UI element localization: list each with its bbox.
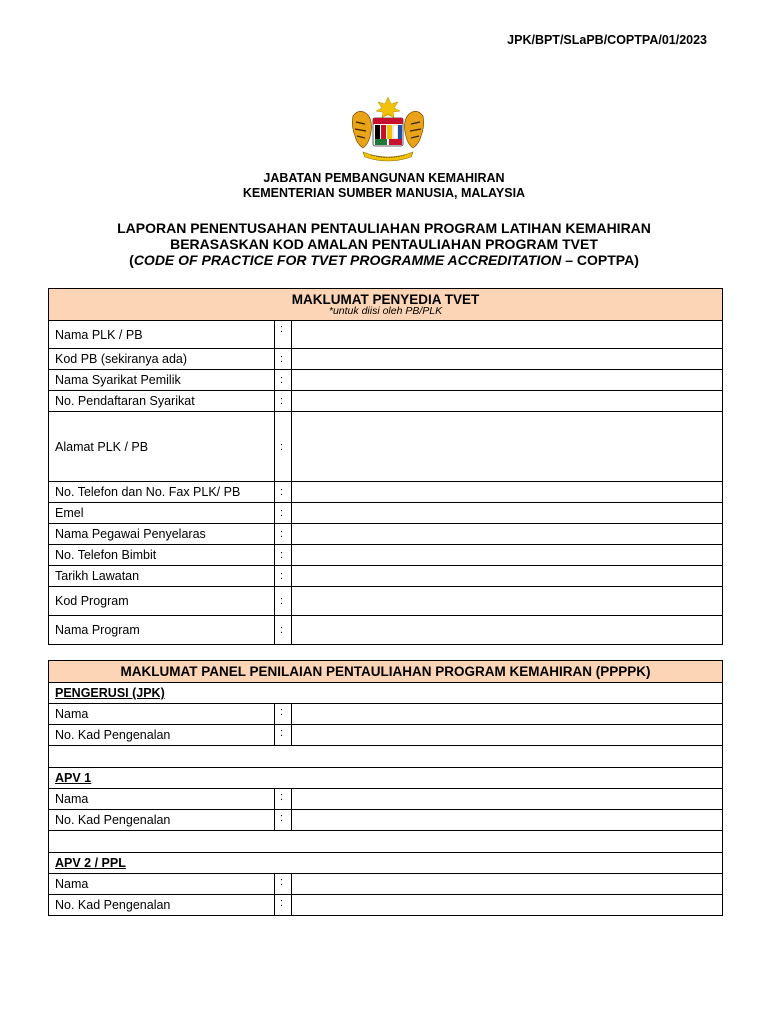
provider-section-note: *untuk diisi oleh PB/PLK <box>328 305 443 317</box>
field-colon: : <box>275 524 292 545</box>
form-row <box>49 874 723 895</box>
field-colon: : <box>275 616 292 645</box>
form-row <box>49 321 723 349</box>
field-label: No. Pendaftaran Syarikat <box>49 391 275 412</box>
spacer-row <box>49 746 723 768</box>
pegawai-penyelaras-input[interactable] <box>292 524 723 545</box>
provider-info-table <box>48 288 723 645</box>
report-title-line-2: BERASASKAN KOD AMALAN PENTAULIAHAN PROGRAM TVET <box>170 236 598 252</box>
field-colon: : <box>275 503 292 524</box>
apv1-ic-input[interactable] <box>292 810 723 831</box>
field-label: Emel <box>49 503 275 524</box>
telefon-bimbit-input[interactable] <box>292 545 723 566</box>
field-label: Nama <box>49 704 275 725</box>
field-colon: : <box>275 566 292 587</box>
field-label: Nama <box>49 789 275 810</box>
nama-program-input[interactable] <box>292 616 723 645</box>
form-row <box>49 370 723 391</box>
field-label: No. Kad Pengenalan <box>49 725 275 746</box>
form-row <box>49 391 723 412</box>
report-title-line-3: (CODE OF PRACTICE FOR TVET PROGRAMME ACCREDITATION – COPTPA) <box>129 252 639 268</box>
panel-section-header <box>49 661 723 683</box>
coat-of-arms-logo <box>345 96 431 164</box>
field-colon: : <box>275 725 292 746</box>
provider-section-title: MAKLUMAT PENYEDIA TVET <box>291 292 480 307</box>
form-row <box>49 545 723 566</box>
field-colon: : <box>275 810 292 831</box>
panel-info-table <box>48 660 723 916</box>
pengerusi-nama-input[interactable] <box>292 704 723 725</box>
field-colon: : <box>275 391 292 412</box>
apv1-nama-input[interactable] <box>292 789 723 810</box>
document-reference: JPK/BPT/SLaPB/COPTPA/01/2023 <box>507 33 707 47</box>
field-label: No. Kad Pengenalan <box>49 810 275 831</box>
nama-syarikat-input[interactable] <box>292 370 723 391</box>
nama-plk-pb-input[interactable] <box>292 321 723 349</box>
apv2-ic-input[interactable] <box>292 895 723 916</box>
spacer-row <box>49 831 723 853</box>
field-colon: : <box>275 704 292 725</box>
report-title-line-1: LAPORAN PENENTUSAHAN PENTAULIAHAN PROGRAM LATIHAN KEMAHIRAN <box>117 220 651 236</box>
field-label: Alamat PLK / PB <box>49 412 275 482</box>
form-row <box>49 587 723 616</box>
field-label: Nama PLK / PB <box>49 321 275 349</box>
form-row <box>49 524 723 545</box>
apv2-nama-input[interactable] <box>292 874 723 895</box>
alamat-input[interactable] <box>292 412 723 482</box>
field-label: Nama Program <box>49 616 275 645</box>
panel-group-heading: PENGERUSI (JPK) <box>49 683 723 704</box>
agency-line-1: JABATAN PEMBANGUNAN KEMAHIRAN <box>263 171 505 185</box>
telefon-fax-input[interactable] <box>292 482 723 503</box>
field-colon: : <box>275 370 292 391</box>
form-row <box>49 482 723 503</box>
field-label: Nama <box>49 874 275 895</box>
no-pendaftaran-input[interactable] <box>292 391 723 412</box>
report-title <box>0 220 768 268</box>
panel-group-heading: APV 2 / PPL <box>49 853 723 874</box>
field-colon: : <box>275 412 292 482</box>
tarikh-lawatan-input[interactable] <box>292 566 723 587</box>
field-colon: : <box>275 482 292 503</box>
form-row <box>49 810 723 831</box>
form-row <box>49 412 723 482</box>
form-row <box>49 725 723 746</box>
form-row <box>49 616 723 645</box>
field-label: No. Kad Pengenalan <box>49 895 275 916</box>
panel-section-title: MAKLUMAT PANEL PENILAIAN PENTAULIAHAN PROGRAM KEMAHIRAN (PPPPK) <box>120 664 651 679</box>
field-colon: : <box>275 321 292 349</box>
pengerusi-ic-input[interactable] <box>292 725 723 746</box>
form-row <box>49 895 723 916</box>
field-colon: : <box>275 874 292 895</box>
field-label: No. Telefon dan No. Fax PLK/ PB <box>49 482 275 503</box>
field-label: Tarikh Lawatan <box>49 566 275 587</box>
kod-pb-input[interactable] <box>292 349 723 370</box>
form-row <box>49 503 723 524</box>
emel-input[interactable] <box>292 503 723 524</box>
kod-program-input[interactable] <box>292 587 723 616</box>
form-row <box>49 349 723 370</box>
field-colon: : <box>275 789 292 810</box>
form-row <box>49 704 723 725</box>
field-label: No. Telefon Bimbit <box>49 545 275 566</box>
field-colon: : <box>275 545 292 566</box>
provider-section-header <box>49 289 723 321</box>
agency-name <box>0 171 768 201</box>
field-label: Kod PB (sekiranya ada) <box>49 349 275 370</box>
field-label: Kod Program <box>49 587 275 616</box>
field-colon: : <box>275 587 292 616</box>
field-colon: : <box>275 349 292 370</box>
agency-line-2: KEMENTERIAN SUMBER MANUSIA, MALAYSIA <box>242 186 526 200</box>
field-label: Nama Syarikat Pemilik <box>49 370 275 391</box>
field-colon: : <box>275 895 292 916</box>
field-label: Nama Pegawai Penyelaras <box>49 524 275 545</box>
panel-group-heading: APV 1 <box>49 768 723 789</box>
form-row <box>49 789 723 810</box>
form-row <box>49 566 723 587</box>
